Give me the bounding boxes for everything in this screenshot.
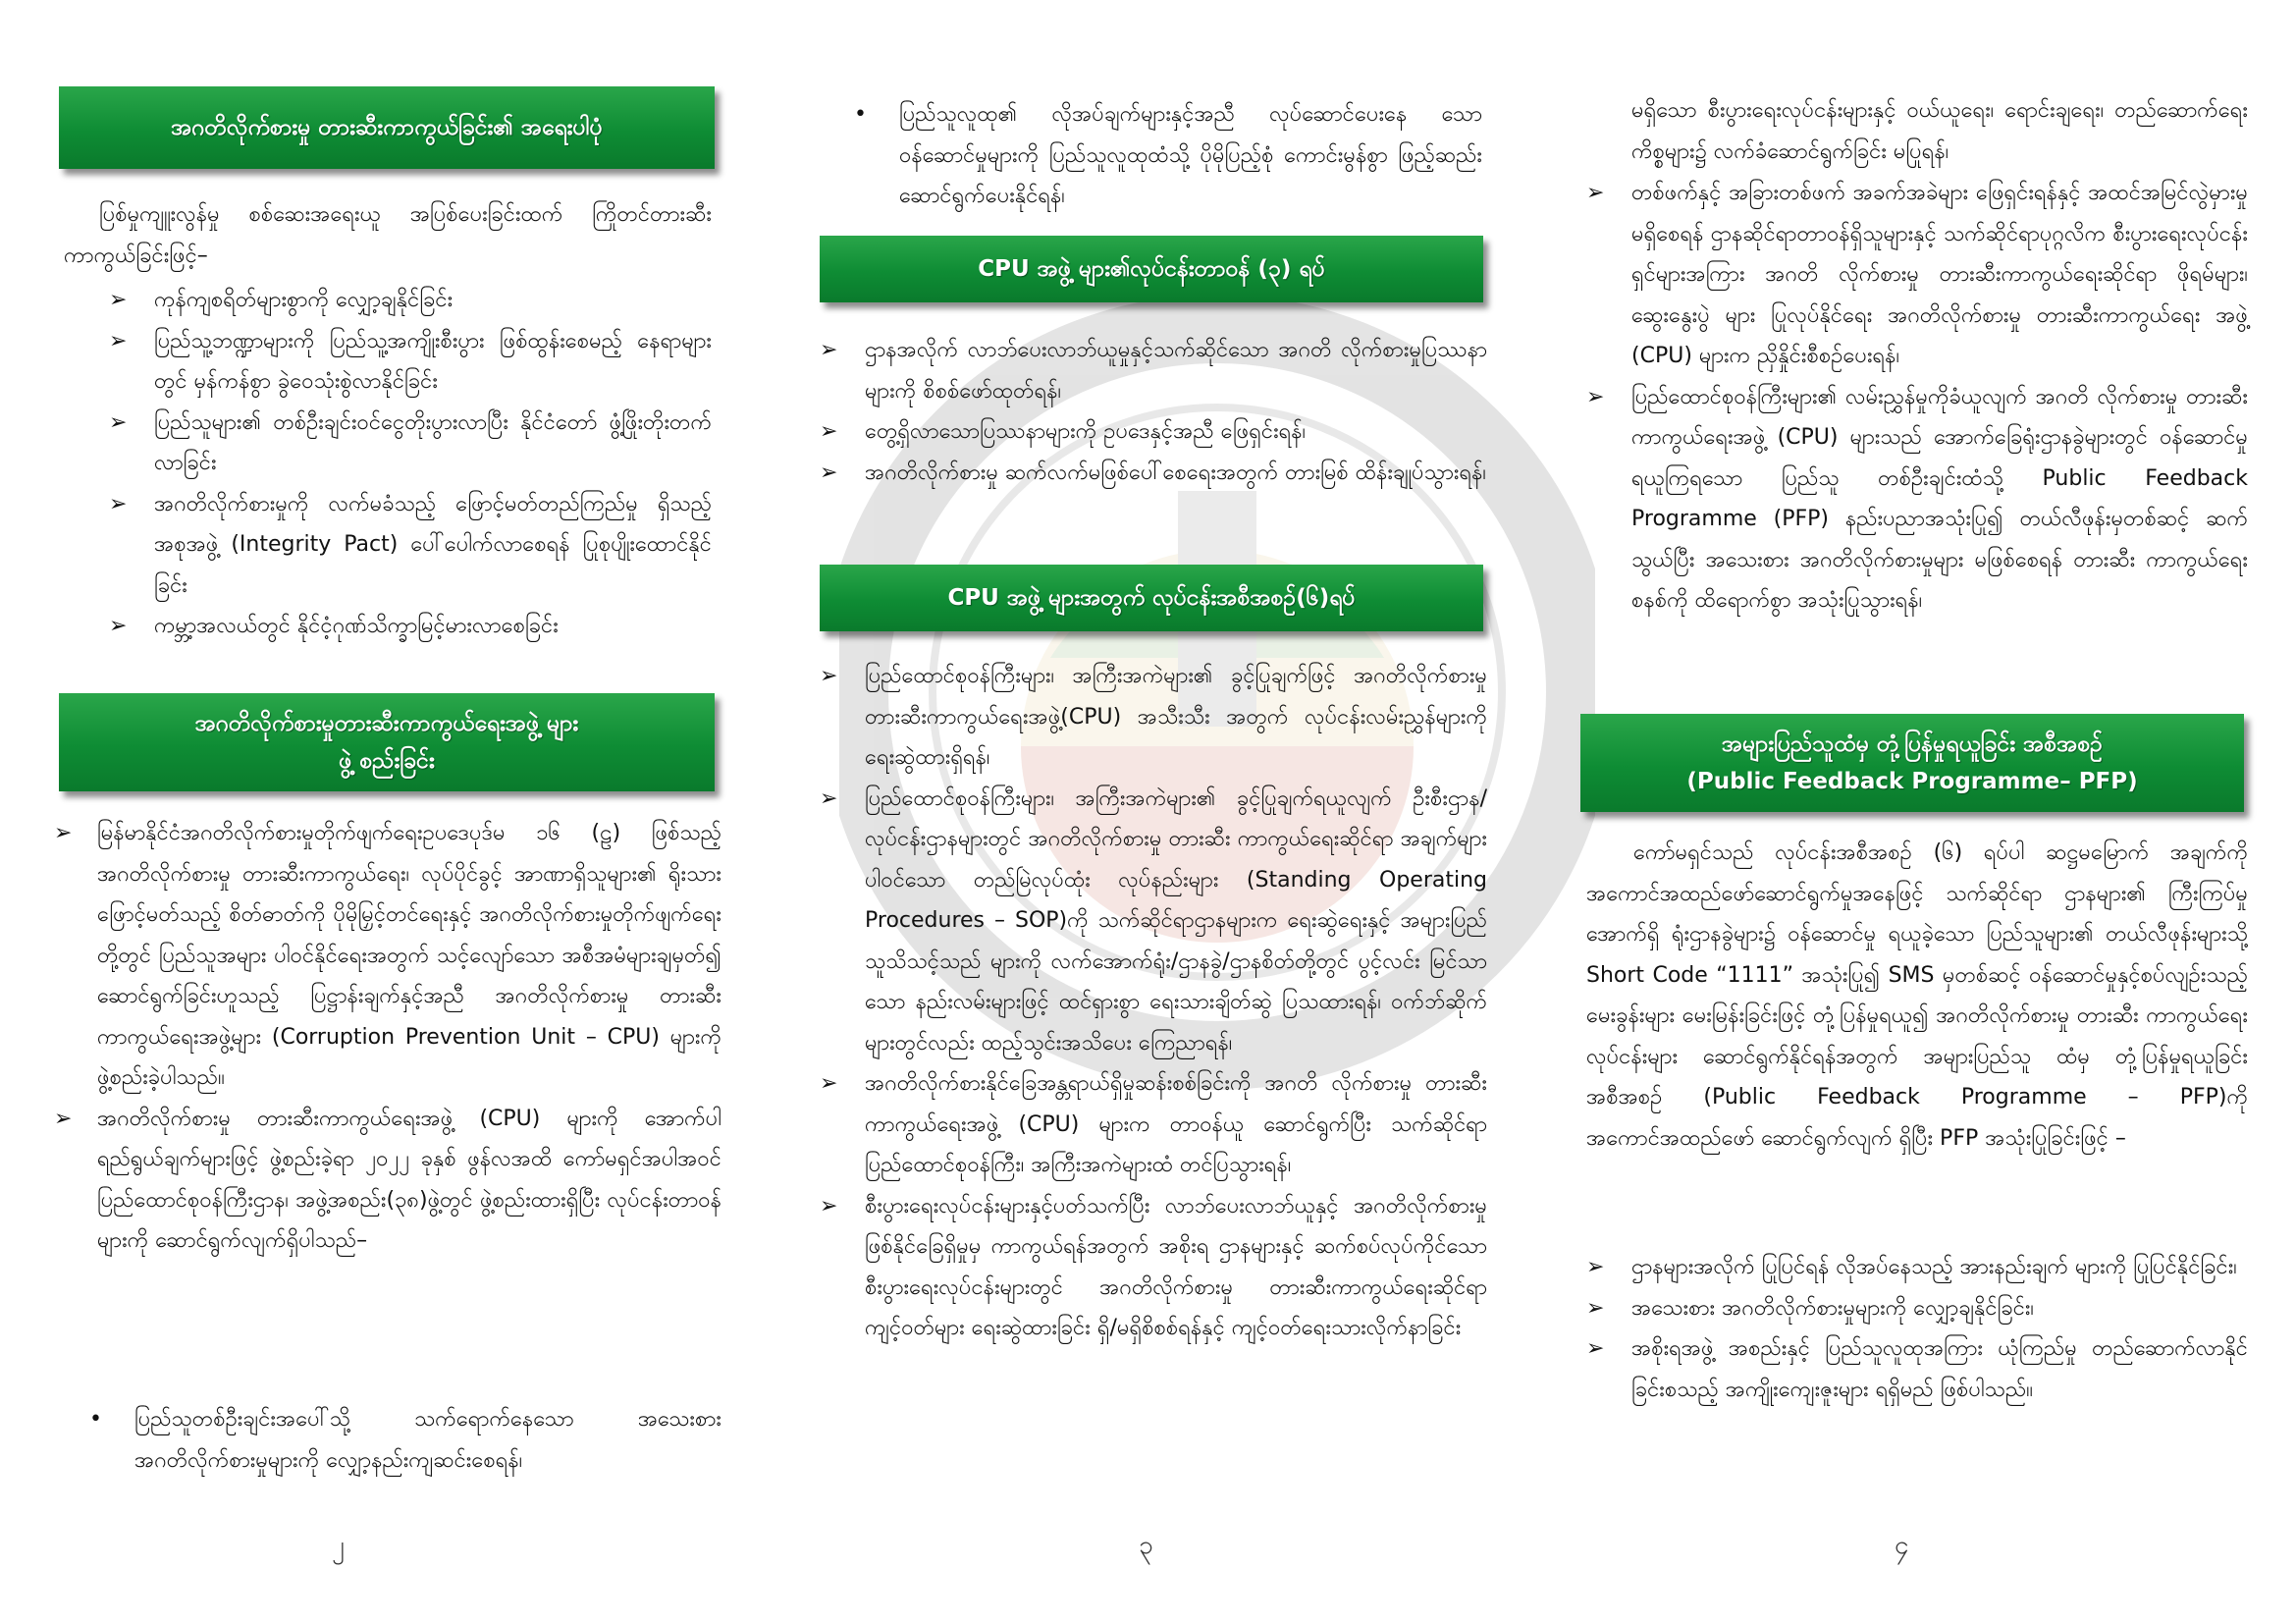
arrow-bullet-icon: ➢ [820,419,838,444]
page-number: ၃ [1139,1531,1153,1560]
section-banner [59,693,715,791]
intro-paragraph: ပြစ်မှုကျူးလွန်မှု စစ်ဆေးအရေးယူ အပြစ်ပေးခြင်းထက် ကြိုတင်တားဆီးကာကွယ်ခြင်းဖြင့်– [64,202,712,268]
list-item: ➢ ပြည်သူ့ဘဏ္ဍာများကို ပြည်သူ့အကျိုးစီးပွား ဖြစ်ထွန်းစေမည့် နေရာများတွင် မှန်ကန်စွာ ခွဲဝေသုံးစွဲလာနိုင်ခြင်း [109,321,712,403]
arrow-bullet-icon: ➢ [820,338,838,362]
objectives-list-continued [854,94,1482,217]
page-number: ၄ [1895,1531,1909,1560]
list-item: ➢ ဌာနအလိုက် လာဘ်ပေးလာဘ်ယူမှုနှင့်သက်ဆိုင်သော အဂတိ လိုက်စားမှုပြဿနာများကို စိစစ်ဖော်ထုတ်ရန်၊ [820,330,1487,411]
cpu-formation-list [54,813,721,1262]
section-banner [1580,714,2244,812]
arrow-bullet-icon: ➢ [820,1193,838,1218]
cpu-programs-list-continued [1586,173,2248,622]
continuation-paragraph: မရှိသော စီးပွားရေးလုပ်ငန်းများနှင့် ဝယ်ယူရေး၊ ရောင်းချရေး၊ တည်ဆောက်ရေးကိစ္စများ၌ လက်ခံဆောင်ရွက်ခြင်း မပြုရန်၊ [1631,98,2248,164]
arrow-bullet-icon: ➢ [109,328,128,353]
banner-title-line2: ဖွဲ့ စည်းခြင်း [339,748,435,774]
arrow-bullet-icon: ➢ [109,491,128,516]
page-number: ၂ [332,1531,345,1560]
cpu-duties-list [820,330,1487,493]
banner-title-line2: (Public Feedback Programme– PFP) [1686,769,2138,794]
list-item: ➢ မြန်မာနိုင်ငံအဂတိလိုက်စားမှုတိုက်ဖျက်ရေးဥပဒေပုဒ်မ ၁၆ (ဠ) ဖြစ်သည့် အဂတိလိုက်စားမှု တားဆီးကာကွယ်ရေး၊ လုပ်ပိုင်ခွင့် အာဏာရှိသူများ၏ ရိုးသားဖြောင့်မတ်သည့် စိတ်ဓာတ်ကို ပိုမိုမြှင့်တင်ရေးနှင့် အဂတိလိုက်စားမှုတိုက်ဖျက်ရေး တို့တွင် ပြည်သူအများ ပါဝင်နိုင်ရေးအတွက် သင့်လျော်သော အစီအမံများချမှတ်၍ ဆောင်ရွက်ခြင်းဟူသည့် ပြဋ္ဌာန်းချက်နှင့်အညီ အဂတိလိုက်စားမှု တားဆီးကာကွယ်ရေးအဖွဲ့များ (Corruption Prevention Unit – CPU) များကို ဖွဲ့စည်းခဲ့ပါသည်။ [54,813,721,1099]
list-item: ➢ ကုန်ကျစရိတ်များစွာကို လျှော့ချနိုင်ခြင်း [109,280,712,321]
list-item: ➢ ပြည်ထောင်စုဝန်ကြီးများ၊ အကြီးအကဲများ၏ ခွင့်ပြုချက်ဖြင့် အဂတိလိုက်စားမှု တားဆီးကာကွယ်ရေးအဖွဲ့(CPU) အသီးသီး အတွက် လုပ်ငန်းလမ်းညွှန်များကိုရေးဆွဲထားရှိရန်၊ [820,656,1487,779]
arrow-bullet-icon: ➢ [1586,1255,1605,1279]
benefits-list [109,280,712,647]
list-item: ➢ တစ်ဖက်နှင့် အခြားတစ်ဖက် အခက်အခဲများ ဖြေရှင်းရန်နှင့် အထင်အမြင်လွဲမှားမှုမရှိစေရန် ဌာနဆိုင်ရာတာဝန်ရှိသူများနှင့် သက်ဆိုင်ရာပုဂ္ဂလိက စီးပွားရေးလုပ်ငန်းရှင်များအကြား အဂတိ လိုက်စားမှု တားဆီးကာကွယ်ရေးဆိုင်ရာ ဖိုရမ်များ၊ ဆွေးနွေးပွဲ များ ပြုလုပ်နိုင်ရေး အဂတိလိုက်စားမှု တားဆီးကာကွယ်ရေး အဖွဲ့ (CPU) များက ညှိနှိုင်းစီစဉ်ပေးရန်၊ [1586,173,2248,377]
arrow-bullet-icon: ➢ [820,460,838,485]
arrow-bullet-icon: ➢ [820,785,838,811]
banner-title-line1: အဂတိလိုက်စားမှုတားဆီးကာကွယ်ရေးအဖွဲ့ များ [194,711,579,736]
banner-title: CPU အဖွဲ့ များအတွက် လုပ်ငန်းအစီအစဉ်(၆)ရပ် [947,585,1356,611]
list-item: ➢ အသေးစား အဂတိလိုက်စားမှုများကို လျှော့ချနိုင်ခြင်း၊ [1586,1288,2248,1329]
arrow-bullet-icon: ➢ [54,1106,73,1131]
list-item: ➢ စီးပွားရေးလုပ်ငန်းများနှင့်ပတ်သက်ပြီး လာဘ်ပေးလာဘ်ယူနှင့် အဂတိလိုက်စားမှုဖြစ်နိုင်ခြေရှိမှုမှ ကာကွယ်ရန်အတွက် အစိုးရ ဌာနများနှင့် ဆက်စပ်လုပ်ကိုင်သော စီးပွားရေးလုပ်ငန်းများတွင် အဂတိလိုက်စားမှု တားဆီးကာကွယ်ရေးဆိုင်ရာ ကျင့်ဝတ်များ ရေးဆွဲထားခြင်း ရှိ/မရှိစိစစ်ရန်နှင့် ကျင့်ဝတ်ရေးသားလိုက်နာခြင်း [820,1186,1487,1349]
arrow-bullet-icon: ➢ [109,614,128,638]
list-item: ➢ အဂတိလိုက်စားမှု တားဆီးကာကွယ်ရေးအဖွဲ့ (CPU) များကို အောက်ပါ ရည်ရွယ်ချက်များဖြင့် ဖွဲ့စည်းခဲ့ရာ ၂၀၂၂ ခုနှစ် ဖွန်လအထိ ကော်မရှင်အပါအဝင် ပြည်ထောင်စုဝန်ကြီးဌာန၊ အဖွဲ့အစည်း(၃၈)ဖွဲ့တွင် ဖွဲ့စည်းထားရှိပြီး လုပ်ငန်းတာဝန်များကို ဆောင်ရွက်လျက်ရှိပါသည်– [54,1099,721,1262]
dot-bullet-icon: • [854,102,867,127]
arrow-bullet-icon: ➢ [109,288,128,312]
objectives-list [89,1399,721,1481]
pfp-paragraph: ကော်မရှင်သည် လုပ်ငန်းအစီအစဉ် (၆) ရပ်ပါ ဆဋ္ဌမမြောက် အချက်ကို အကောင်အထည်ဖော်ဆောင်ရွက်မှုအနေဖြင့် သက်ဆိုင်ရာ ဌာနများ၏ ကြီးကြပ်မှုအောက်ရှိ ရုံးဌာနခွဲများ၌ ဝန်ဆောင်မှု ရယူခဲ့သော ပြည်သူများ၏ တယ်လီဖုန်းများသို့ Short Code “1111” အသုံးပြု၍ SMS မှတစ်ဆင့် ဝန်ဆောင်မှုနှင့်စပ်လျဉ်းသည့် မေးခွန်းများ မေးမြန်းခြင်းဖြင့် တုံ့ပြန်မှုရယူ၍ အဂတိလိုက်စားမှု တားဆီး ကာကွယ်ရေးလုပ်ငန်းများ ဆောင်ရွက်နိုင်ရန်အတွက် အများပြည်သူ ထံမှ တုံ့ပြန်မှုရယူခြင်းအစီအစဉ် (Public Feedback Programme – PFP)ကို အကောင်အထည်ဖော် ဆောင်ရွက်လျက် ရှိပြီး PFP အသုံးပြုခြင်းဖြင့် – [1586,840,2248,1151]
arrow-bullet-icon: ➢ [1586,384,1605,409]
arrow-bullet-icon: ➢ [109,409,128,435]
section-banner [820,565,1483,631]
pfp-results-list [1586,1247,2248,1410]
arrow-bullet-icon: ➢ [54,821,73,845]
list-item: ➢ အဂတိလိုက်စားမှု ဆက်လက်မဖြစ်ပေါ်စေရေးအတွက် တားမြစ် ထိန်းချုပ်သွားရန်၊ [820,453,1487,494]
list-item: ➢ ကမ္ဘာ့အလယ်တွင် နိုင်ငံ့ဂုဏ်သိက္ခာမြင့်မားလာစေခြင်း [109,606,712,647]
banner-title: အဂတိလိုက်စားမှု တားဆီးကာကွယ်ခြင်း၏ အရေးပါပုံ [171,115,603,140]
list-item: • ပြည်သူတစ်ဦးချင်းအပေါ်သို့ သက်ရောက်နေသော အသေးစား အဂတိလိုက်စားမှုများကို လျှော့နည်းကျဆင်းစေရန်၊ [89,1399,721,1481]
list-item: • ပြည်သူလူထု၏ လိုအပ်ချက်များနှင့်အညီ လုပ်ဆောင်ပေးနေ သောဝန်ဆောင်မှုများကို ပြည်သူလူထုထံသို့ ပိုမိုပြည့်စုံ ကောင်းမွန်စွာ ဖြည့်ဆည်းဆောင်ရွက်ပေးနိုင်ရန်၊ [854,94,1482,217]
banner-title: CPU အဖွဲ့ များ၏လုပ်ငန်းတာဝန် (၃) ရပ် [978,256,1325,282]
arrow-bullet-icon: ➢ [1586,1336,1605,1361]
list-item: ➢ ပြည်ထောင်စုဝန်ကြီးများ၊ အကြီးအကဲများ၏ ခွင့်ပြုချက်ရယူလျက် ဦးစီးဌာန/လုပ်ငန်းဌာနများတွင် အဂတိလိုက်စားမှု တားဆီး ကာကွယ်ရေးဆိုင်ရာ အချက်များပါဝင်သော တည်မြဲလုပ်ထုံး လုပ်နည်းများ (Standing Operating Procedures – SOP)ကို သက်ဆိုင်ရာဌာနများက ရေးဆွဲရေးနှင့် အများပြည်သူသိသင့်သည် များကို လက်အောက်ရုံး/ဌာနခွဲ/ဌာနစိတ်တို့တွင် ပွင့်လင်း မြင်သာသော နည်းလမ်းများဖြင့် ထင်ရှားစွာ ရေးသားချိတ်ဆွဲ ပြသထားရန်၊ ဝက်ဘ်ဆိုက်များတွင်လည်း ထည့်သွင်းအသိပေး ကြေညာရန်၊ [820,779,1487,1064]
banner-title-line1: အများပြည်သူထံမှ တုံ့ပြန်မှုရယူခြင်း အစီအစဉ် [1721,731,2104,757]
arrow-bullet-icon: ➢ [1586,181,1605,205]
list-item: ➢ အဂတိလိုက်စားမှုကို လက်မခံသည့် ဖြောင့်မတ်တည်ကြည်မှု ရှိသည့် အစုအဖွဲ့ (Integrity Pact) ပေါ်ပေါက်လာစေရန် ပြုစုပျိုးထောင်နိုင်ခြင်း [109,484,712,607]
arrow-bullet-icon: ➢ [820,1071,838,1096]
cpu-programs-list [820,656,1487,1349]
list-item: ➢ အစိုးရအဖွဲ့ အစည်းနှင့် ပြည်သူလူထုအကြား ယုံကြည်မှု တည်ဆောက်လာနိုင်ခြင်းစသည့် အကျိုးကျေးဇူးများ ရရှိမည် ဖြစ်ပါသည်။ [1586,1328,2248,1410]
list-item: ➢ အဂတိလိုက်စားနိုင်ခြေအန္တရာယ်ရှိမှုဆန်းစစ်ခြင်းကို အဂတိ လိုက်စားမှု တားဆီးကာကွယ်ရေးအဖွဲ့ (CPU) များက တာဝန်ယူ ဆောင်ရွက်ပြီး သက်ဆိုင်ရာပြည်ထောင်စုဝန်ကြီး၊ အကြီးအကဲများထံ တင်ပြသွားရန်၊ [820,1063,1487,1186]
list-item: ➢ တွေ့ရှိလာသောပြဿနာများကို ဥပဒေနှင့်အညီ ဖြေရှင်းရန်၊ [820,411,1487,453]
section-banner [820,236,1483,302]
dot-bullet-icon: • [89,1407,102,1432]
list-item: ➢ ဌာနများအလိုက် ပြုပြင်ရန် လိုအပ်နေသည့် အားနည်းချက် များကို ပြုပြင်နိုင်ခြင်း၊ [1586,1247,2248,1288]
arrow-bullet-icon: ➢ [1586,1295,1605,1321]
list-item: ➢ ပြည်သူများ၏ တစ်ဦးချင်းဝင်ငွေတိုးပွားလာပြီး နိုင်ငံတော် ဖွံ့ဖြိုးတိုးတက်လာခြင်း [109,403,712,484]
list-item: ➢ ပြည်ထောင်စုဝန်ကြီးများ၏ လမ်းညွှန်မှုကိုခံယူလျက် အဂတိ လိုက်စားမှု တားဆီးကာကွယ်ရေးအဖွဲ့ (CPU) များသည် အောက်ခြေရုံးဌာနခွဲများတွင် ဝန်ဆောင်မှုရယူကြရသော ပြည်သူ တစ်ဦးချင်းထံသို့ Public Feedback Programme (PFP) နည်းပညာအသုံးပြု၍ တယ်လီဖုန်းမှတစ်ဆင့် ဆက်သွယ်ပြီး အသေးစား အဂတိလိုက်စားမှုများ မဖြစ်စေရန် တားဆီး ကာကွယ်ရေးစနစ်ကို ထိရောက်စွာ အသုံးပြုသွားရန်၊ [1586,377,2248,622]
section-banner [59,86,715,169]
arrow-bullet-icon: ➢ [820,664,838,688]
